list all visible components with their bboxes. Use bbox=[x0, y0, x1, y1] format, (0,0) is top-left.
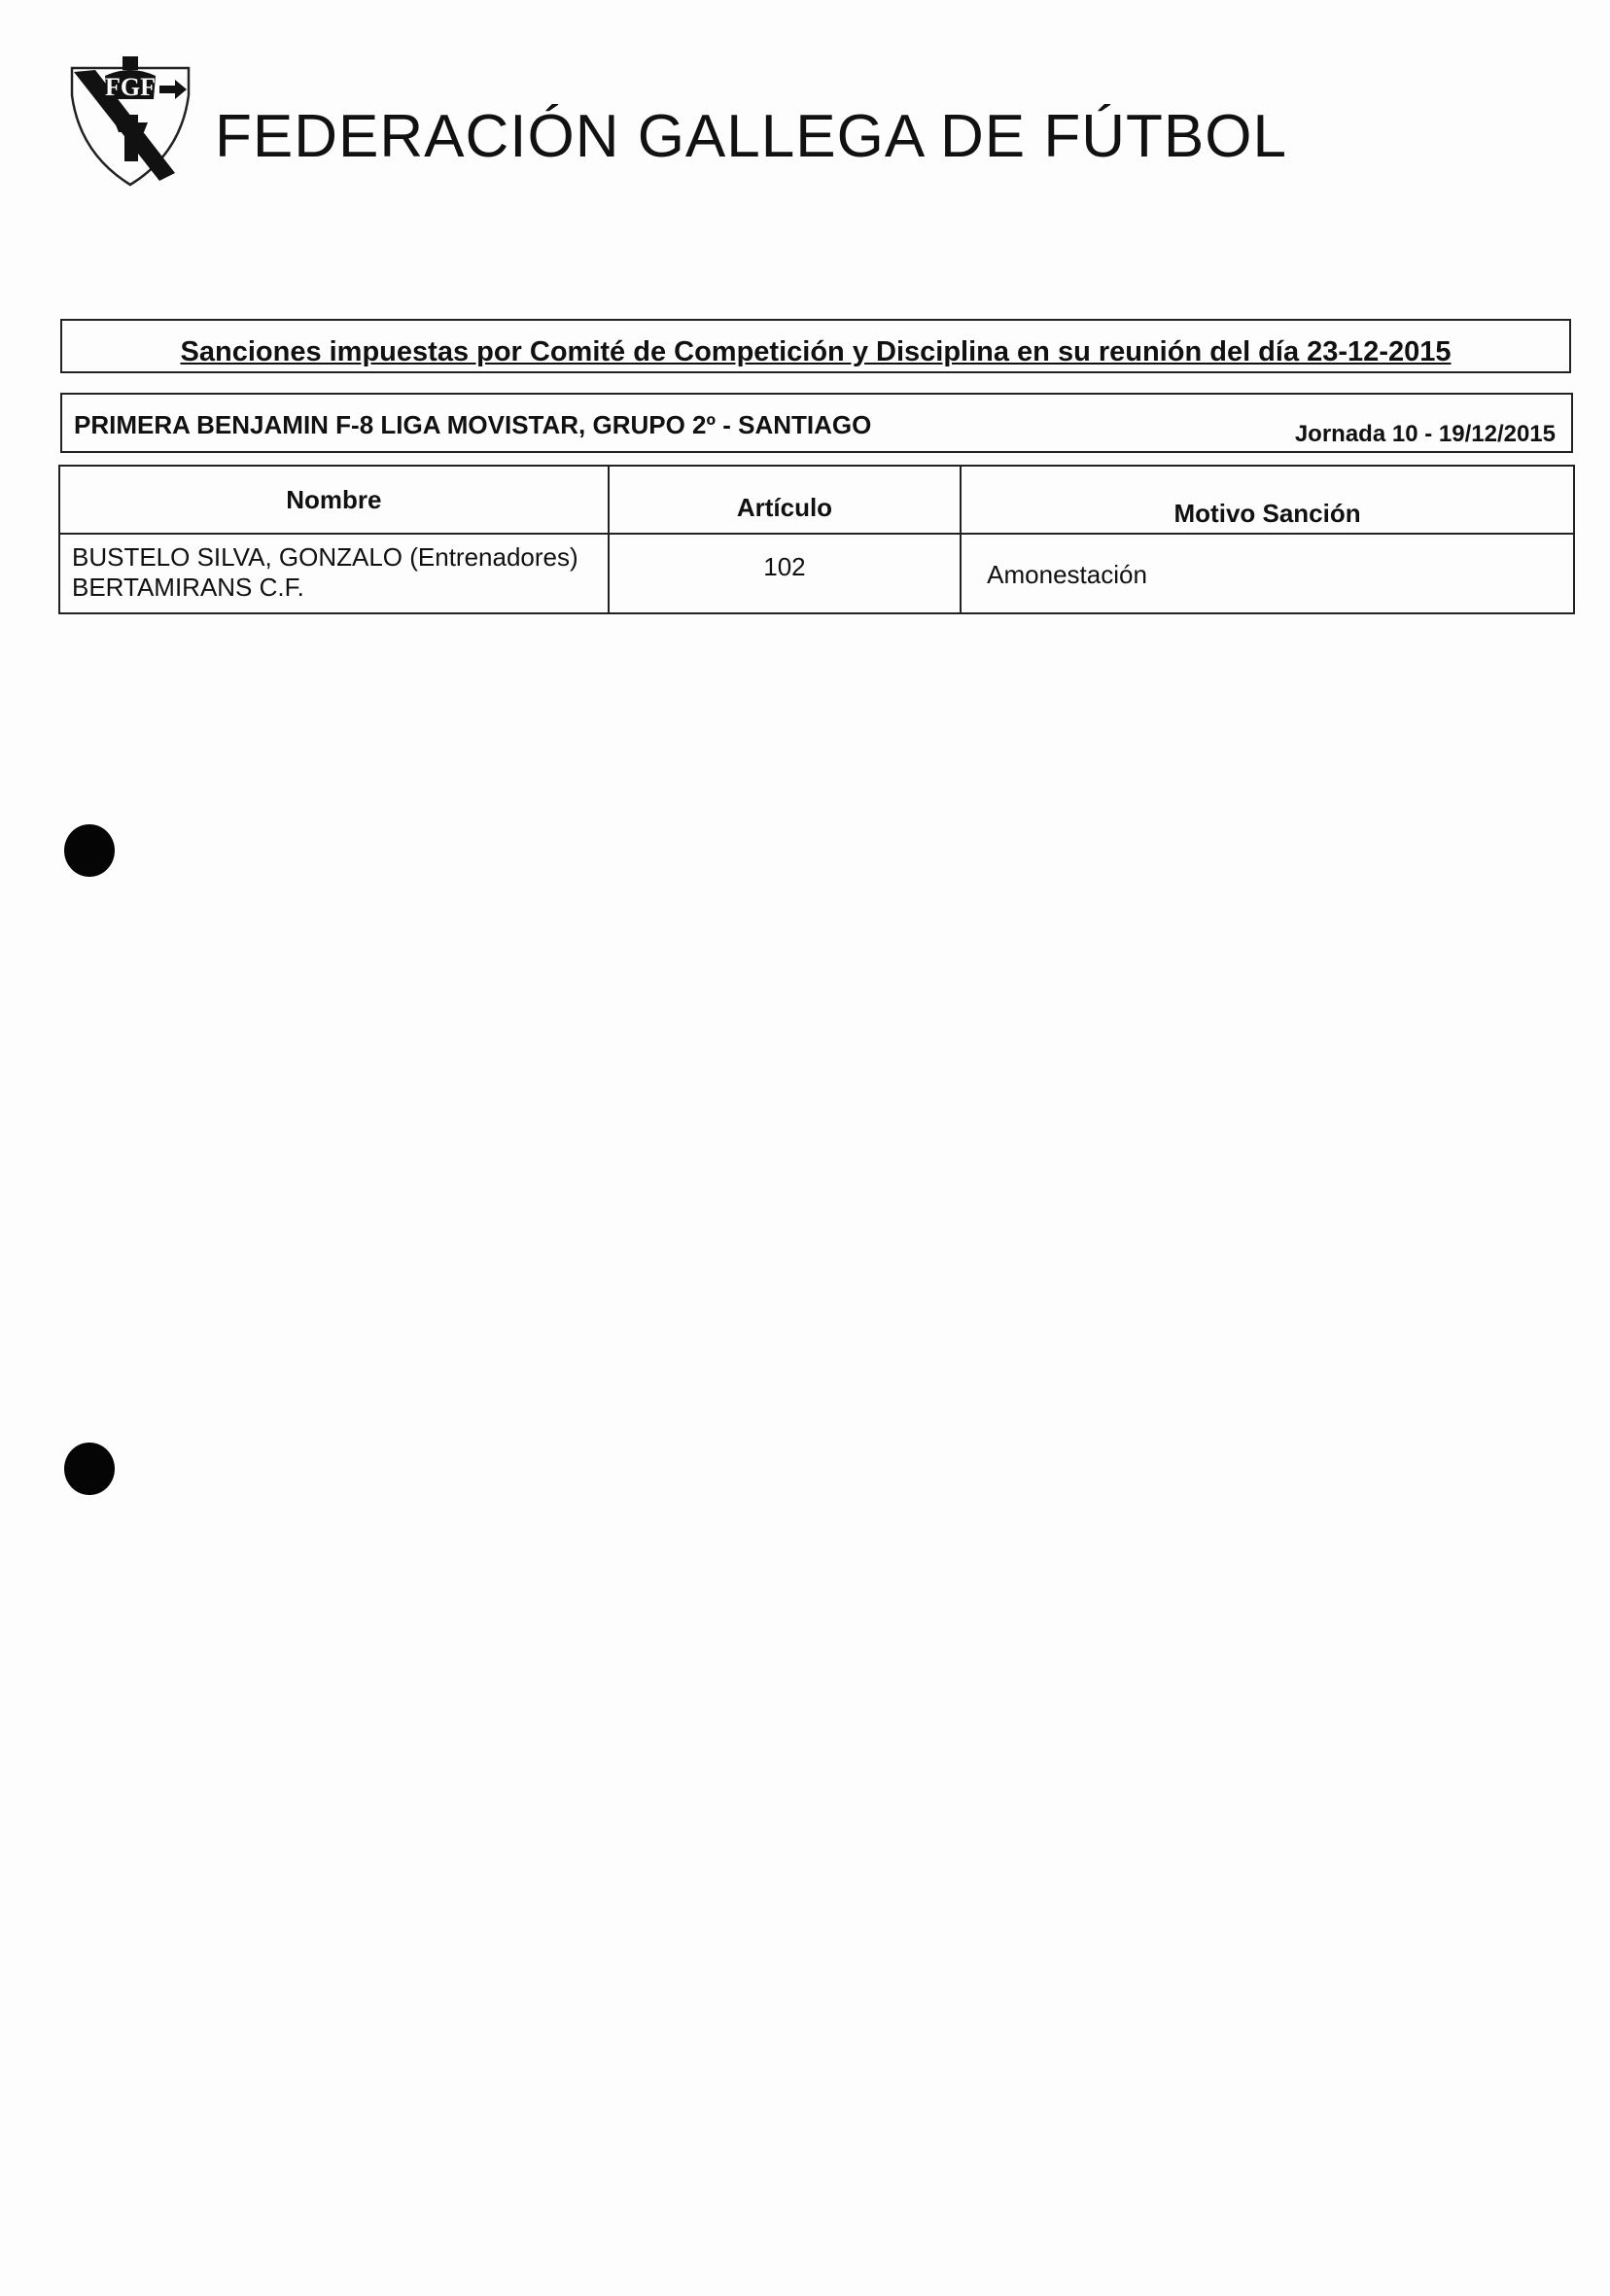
column-header-article: Artículo bbox=[609, 466, 961, 534]
sanctioned-person-club: BERTAMIRANS C.F. bbox=[72, 573, 304, 602]
motive-cell: Amonestación bbox=[961, 534, 1574, 613]
sanctions-table bbox=[58, 465, 1575, 614]
sanctions-title-box bbox=[60, 319, 1571, 373]
article-cell: 102 bbox=[609, 534, 961, 613]
competition-box bbox=[60, 393, 1573, 453]
sanctions-title: Sanciones impuestas por Comité de Competición y Disciplina en su reunión del día 23-12-2015 bbox=[180, 336, 1452, 367]
table-header-row bbox=[59, 466, 1574, 534]
column-header-motive: Motivo Sanción bbox=[961, 466, 1574, 534]
punch-hole-lower bbox=[64, 1443, 115, 1495]
column-header-name: Nombre bbox=[59, 466, 609, 534]
round-date: Jornada 10 - 19/12/2015 bbox=[1294, 421, 1556, 447]
svg-text:FGF: FGF bbox=[105, 73, 156, 101]
sanctioned-person-cell bbox=[59, 534, 609, 613]
competition-name: PRIMERA BENJAMIN F-8 LIGA MOVISTAR, GRUPO 2º - SANTIAGO bbox=[74, 410, 872, 439]
sanctioned-person-name: BUSTELO SILVA, GONZALO (Entrenadores) bbox=[72, 542, 578, 572]
punch-hole-upper bbox=[64, 824, 115, 877]
table-row bbox=[59, 534, 1574, 613]
federation-shield-logo bbox=[66, 56, 194, 189]
organization-title: FEDERACIÓN GALLEGA DE FÚTBOL bbox=[215, 103, 1287, 170]
letterhead bbox=[66, 56, 1330, 192]
